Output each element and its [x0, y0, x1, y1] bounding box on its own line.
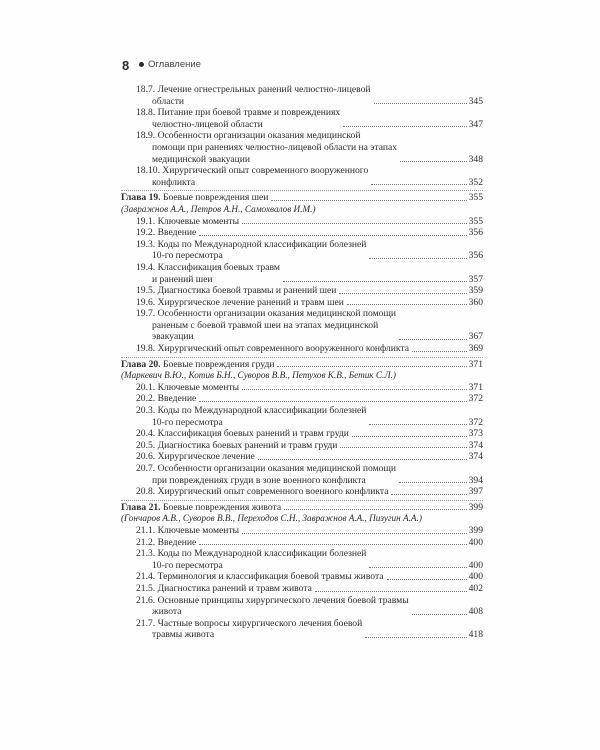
chapter-divider: [121, 500, 483, 501]
toc-entry-title: [136, 486, 388, 498]
toc-entry[interactable]: [121, 440, 483, 452]
entry-line: 21.2. Введение: [136, 536, 197, 548]
entry-page-number: 400: [468, 559, 483, 571]
toc-entry[interactable]: [121, 227, 483, 239]
toc-entry-title: [136, 343, 409, 355]
toc-entry-title: [136, 84, 371, 107]
toc-entry-title: [136, 262, 280, 285]
toc-entry[interactable]: [121, 618, 483, 641]
entry-line: 20.4. Классификация боевых ранений и травм груди: [136, 428, 349, 440]
entry-line: 21.6. Основные принципы хирургического лечения боевой травмы: [136, 594, 409, 606]
entry-line-continued: и ранений шеи: [152, 273, 213, 285]
toc-entry[interactable]: [121, 285, 483, 297]
chapter-title: Боевые повреждения шеи: [162, 192, 269, 204]
entry-line: 21.7. Частные вопросы хирургического лечения боевой: [136, 617, 363, 629]
dot-leader: [365, 637, 466, 638]
dot-leader: [399, 482, 467, 483]
dot-leader: [412, 351, 467, 352]
toc-entry[interactable]: [121, 165, 483, 188]
entry-page-number: 408: [468, 606, 483, 618]
section-title: Оглавление: [148, 59, 201, 70]
entry-line: 18.7. Лечение огнестрельных ранений челюстно-лицевой: [136, 84, 371, 95]
toc-entry[interactable]: [121, 428, 483, 440]
chapter-heading[interactable]: [121, 192, 483, 204]
entry-line: 19.4. Классификация боевых травм: [136, 261, 280, 273]
chapter-divider: [121, 190, 483, 191]
dot-leader: [371, 184, 466, 185]
toc-entry-title: [136, 297, 344, 309]
dot-leader: [242, 223, 467, 224]
dot-leader: [242, 533, 467, 534]
toc-entry-title: [136, 130, 397, 165]
toc-entry[interactable]: [121, 525, 483, 537]
entry-line-continued: медицинской эвакуации: [152, 153, 251, 165]
dot-leader: [352, 436, 467, 437]
toc-entry-title: [136, 463, 396, 486]
toc-entry-title: [136, 440, 337, 452]
entry-line: 19.1. Ключевые моменты: [136, 215, 240, 227]
toc-entry-title: [136, 525, 239, 537]
entry-page-number: 356: [468, 250, 483, 262]
dot-leader: [347, 304, 467, 305]
entry-line-continued: травмы живота: [152, 629, 215, 641]
entry-page-number: 373: [468, 428, 483, 440]
toc-entry[interactable]: [121, 130, 483, 165]
entry-page-number: 372: [468, 393, 483, 405]
entry-line-continued: 10-го пересмотра: [152, 250, 223, 262]
page-number: 8: [122, 58, 130, 73]
dot-leader: [343, 126, 466, 127]
entry-line: 19.5. Диагностика боевой травмы и ранений шеи: [136, 285, 337, 297]
chapter-authors: (Маркевич В.Ю., Котив Б.Н., Суворов В.В., Петухов К.В., Бетик С.Л.): [121, 370, 396, 381]
entry-line: 20.5. Диагностика боевых ранений и травм груди: [136, 439, 338, 451]
entry-line: 19.7. Особенности организации оказания медицинской помощи: [136, 308, 396, 320]
entry-line: 21.1. Ключевые моменты: [136, 524, 240, 536]
entry-line: 18.9. Особенности организации оказания медицинской: [136, 130, 361, 142]
toc-entry[interactable]: [121, 239, 483, 262]
entry-line: 21.3. Коды по Международной классификации болезней: [136, 548, 367, 560]
toc-entry-title: [136, 583, 312, 595]
entry-line: 18.8. Питание при боевой травме и повреждениях: [136, 107, 341, 119]
dot-leader: [369, 567, 466, 568]
entry-line-continued: 10-го пересмотра: [152, 416, 223, 428]
toc-entry[interactable]: [121, 451, 483, 463]
entry-line: 18.10. Хирургический опыт современного вооруженного: [136, 165, 369, 177]
dot-leader: [283, 281, 467, 282]
dot-leader: [339, 293, 466, 294]
chapter-title-text: [121, 502, 281, 514]
toc-entry-title: [136, 285, 336, 297]
entry-line-continued: раненым с боевой травмой шеи на этапах медицинской: [152, 319, 379, 331]
entry-line: 21.5. Диагностика ранений и травм живота: [136, 582, 312, 594]
entry-line: 20.1. Ключевые моменты: [136, 381, 240, 393]
toc-entry-title: [136, 393, 196, 405]
entry-page-number: 359: [468, 285, 483, 297]
entry-line: 21.4. Терминология и классификация боевой травмы живота: [136, 571, 384, 583]
dot-leader: [199, 544, 466, 545]
toc-entry-title: [136, 308, 396, 343]
toc-entry[interactable]: [121, 262, 483, 285]
dot-leader: [242, 389, 467, 390]
chapter-divider: [121, 357, 483, 358]
toc-entry-title: [136, 595, 409, 618]
entry-line: 19.3. Коды по Международной классификации болезней: [136, 238, 367, 250]
entry-page-number: 356: [468, 227, 483, 239]
dot-leader: [271, 200, 466, 201]
entry-page-number: 374: [468, 439, 483, 451]
toc-entry-title: [136, 571, 384, 583]
toc-entry[interactable]: [121, 343, 483, 355]
chapter-authors: (Завражнов А.А., Петров А.Н., Самохвалов И.М.): [121, 203, 316, 214]
entry-page-number: 355: [468, 215, 483, 227]
chapter-label: Глава 20.: [121, 358, 161, 370]
toc-entry[interactable]: [121, 308, 483, 343]
entry-line-continued: при повреждениях груди в зоне военного конфликта: [152, 474, 366, 486]
entry-page-number: 397: [468, 486, 483, 498]
entry-page-number: 400: [468, 536, 483, 548]
entry-page-number: 348: [468, 153, 483, 165]
chapter-page-number: 399: [468, 501, 483, 513]
chapter-authors: (Гончаров А.В., Суворов В.В., Переходов С.Н., Завражнов А.А., Пизугин А.А.): [121, 513, 422, 524]
dot-leader: [258, 459, 467, 460]
chapter-heading[interactable]: [121, 502, 483, 514]
toc-entry-title: [136, 537, 196, 549]
toc-entry[interactable]: [121, 548, 483, 571]
dot-leader: [369, 258, 466, 259]
dot-leader: [400, 161, 467, 162]
dot-leader: [284, 509, 466, 510]
toc-entry-title: [136, 216, 239, 228]
entry-line: 20.8. Хирургический опыт современного военного конфликта: [136, 486, 389, 498]
entry-page-number: 399: [468, 524, 483, 536]
dot-leader: [199, 235, 466, 236]
dot-leader: [387, 579, 467, 580]
entry-line: 19.2. Введение: [136, 227, 197, 239]
dot-leader: [340, 447, 466, 448]
entry-page-number: 352: [468, 176, 483, 188]
entry-line-continued: области: [152, 95, 185, 107]
entry-line-continued: челюстно-лицевой области: [152, 118, 263, 130]
entry-line-continued: конфликта: [152, 176, 196, 188]
entry-line-continued: эвакуации: [152, 331, 194, 343]
entry-line: 19.6. Хирургическое лечение ранений и травм шеи: [136, 296, 344, 308]
toc-entry-title: [136, 227, 196, 239]
toc-entry[interactable]: [121, 463, 483, 486]
toc-entry[interactable]: [121, 216, 483, 228]
entry-page-number: 345: [468, 95, 483, 107]
toc-entry[interactable]: [121, 405, 483, 428]
entry-line-continued: помощи при ранениях челюстно-лицевой области на этапах: [152, 141, 398, 153]
dot-leader: [374, 103, 467, 104]
chapter-heading[interactable]: [121, 359, 483, 371]
chapter-page-number: 371: [468, 358, 483, 370]
toc-entry[interactable]: [121, 107, 483, 130]
entry-line-continued: живота: [152, 606, 182, 618]
toc-entry-title: [136, 428, 349, 440]
toc-entry-title: [136, 107, 340, 130]
dot-leader: [412, 614, 467, 615]
toc-entry-title: [136, 382, 239, 394]
chapter-label: Глава 19.: [121, 192, 161, 204]
toc-entry[interactable]: [121, 595, 483, 618]
entry-page-number: 400: [468, 571, 483, 583]
chapter-page-number: 355: [468, 192, 483, 204]
toc-entry-title: [136, 451, 255, 463]
toc-entry-title: [136, 239, 366, 262]
entry-page-number: 347: [468, 118, 483, 130]
toc-entry[interactable]: [121, 537, 483, 549]
entry-page-number: 360: [468, 296, 483, 308]
chapter-title: Боевые повреждения груди: [162, 358, 275, 370]
dot-leader: [277, 366, 466, 367]
entry-line: 19.8. Хирургический опыт современного вооруженного конфликта: [136, 343, 410, 355]
toc-entry[interactable]: [121, 393, 483, 405]
entry-page-number: 372: [468, 416, 483, 428]
entry-line: 20.6. Хирургическое лечение: [136, 451, 255, 463]
chapter-title: Боевые повреждения живота: [162, 501, 282, 513]
bullet-icon: [139, 62, 144, 67]
entry-line: 20.7. Особенности организации оказания медицинской помощи: [136, 463, 396, 474]
dot-leader: [391, 494, 466, 495]
entry-line: 20.2. Введение: [136, 393, 197, 405]
toc-entry[interactable]: [121, 84, 483, 107]
dot-leader: [315, 591, 467, 592]
chapter-title-text: [121, 359, 274, 371]
entry-page-number: 418: [468, 629, 483, 641]
toc-entry[interactable]: [121, 571, 483, 583]
toc-entry-title: [136, 405, 366, 428]
toc-entry-title: [136, 548, 366, 571]
entry-page-number: 394: [468, 474, 483, 486]
table-of-contents: [121, 84, 483, 641]
toc-entry[interactable]: [121, 486, 483, 498]
entry-page-number: 374: [468, 451, 483, 463]
entry-line: 20.3. Коды по Международной классификации болезней: [136, 405, 367, 417]
entry-line-continued: 10-го пересмотра: [152, 559, 223, 571]
toc-entry-title: [136, 618, 362, 641]
chapter-label: Глава 21.: [121, 501, 161, 513]
entry-page-number: 369: [468, 343, 483, 355]
toc-entry[interactable]: [121, 382, 483, 394]
entry-page-number: 371: [468, 381, 483, 393]
toc-entry-title: [136, 165, 368, 188]
entry-page-number: 367: [468, 331, 483, 343]
entry-page-number: 402: [468, 582, 483, 594]
dot-leader: [369, 424, 466, 425]
dot-leader: [399, 339, 467, 340]
dot-leader: [199, 401, 466, 402]
chapter-title-text: [121, 192, 268, 204]
toc-entry[interactable]: [121, 583, 483, 595]
toc-entry[interactable]: [121, 297, 483, 309]
entry-page-number: 357: [468, 273, 483, 285]
